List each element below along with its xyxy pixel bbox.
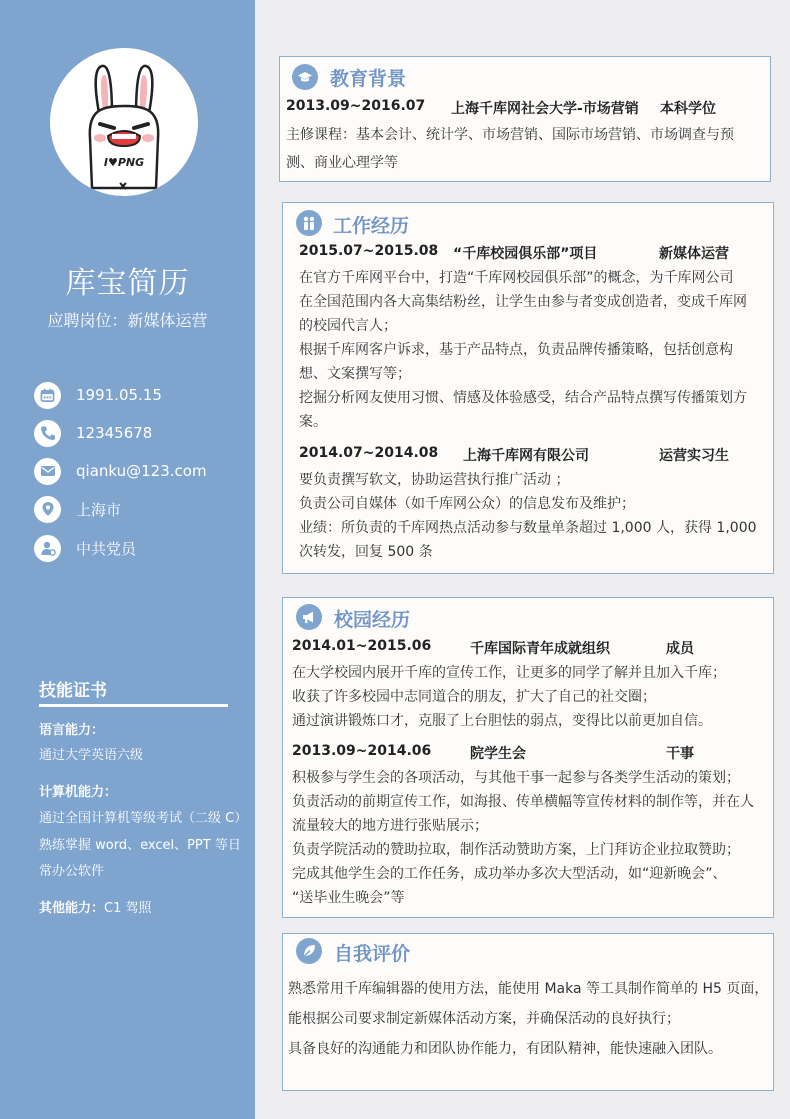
- self-evaluation-line: 能根据公司要求制定新媒体活动方案，并确保活动的良好执行；: [288, 1011, 680, 1027]
- contact-birthday-text: 1991.05.15: [76, 386, 162, 404]
- self-evaluation-section: [282, 933, 774, 1091]
- work-line: 在官方千库网平台中，打造“千库网校园俱乐部”的概念，为千库网公司: [299, 270, 734, 286]
- graduation-cap-icon: [292, 64, 318, 90]
- skill-other: [39, 896, 152, 922]
- education-school: 上海千库网社会大学-市场营销: [451, 101, 639, 117]
- avatar: [50, 48, 198, 196]
- campus-line: 积极参与学生会的各项活动，与其他干事一起参与各类学生活动的策划；: [292, 770, 740, 786]
- campus-org: 千库国际青年成就组织: [470, 641, 610, 657]
- campus-line: 在大学校园内展开千库的宣传工作，让更多的同学了解并且加入千库；: [292, 665, 726, 681]
- phone-icon: [34, 420, 61, 447]
- location-icon: [34, 496, 61, 523]
- self-evaluation-line: 具备良好的沟通能力和团队协作能力，有团队精神，能快速融入团队。: [288, 1041, 722, 1057]
- work-date: 2015.07~2015.08: [299, 243, 439, 259]
- self-evaluation-line: 熟悉常用千库编辑器的使用方法，能使用 Maka 等工具制作简单的 H5 页面，: [288, 981, 769, 997]
- work-line: 次转发，回复 500 条: [299, 544, 433, 560]
- self-evaluation-heading: 自我评价: [334, 943, 411, 965]
- work-role: 新媒体运营: [659, 246, 729, 262]
- campus-line: 通过演讲锻炼口才，克服了上台胆怯的弱点，变得比以前更加自信。: [292, 713, 712, 729]
- skill-language-label: 语言能力：: [39, 723, 105, 738]
- contact-political: [34, 534, 136, 562]
- campus-role: 干事: [666, 746, 694, 762]
- megaphone-icon: [296, 604, 322, 630]
- work-line: 挖掘分析网友使用习惯、情感及体验感受，结合产品特点撰写传播策划方: [299, 390, 747, 406]
- contact-political-text: 中共党员: [76, 539, 137, 558]
- campus-line: 负责活动的前期宣传工作，如海报、传单横幅等宣传材料的制作等，并在人: [292, 794, 754, 810]
- education-section: [279, 56, 771, 182]
- work-role: 运营实习生: [659, 448, 729, 464]
- work-line: 在全国范围内各大高集结粉丝，让学生由参与者变成创造者，变成千库网: [299, 294, 747, 310]
- contact-email[interactable]: [34, 457, 207, 485]
- person-icon: [34, 535, 61, 562]
- skill-language-value: 通过大学英语六级: [39, 748, 144, 763]
- work-line: 的校园代言人；: [299, 318, 397, 334]
- work-date: 2014.07~2014.08: [299, 445, 439, 461]
- campus-date: 2013.09~2014.06: [292, 743, 432, 759]
- contact-phone[interactable]: [34, 419, 152, 447]
- work-line: 根据千库网客户诉求，基于产品特点，负责品牌传播策略，包括创意构: [299, 342, 733, 358]
- skill-other-value: C1 驾照: [104, 901, 152, 916]
- education-line: 测、商业心理学等: [286, 155, 398, 171]
- campus-heading: 校园经历: [334, 609, 411, 631]
- bunny-illustration: [50, 48, 198, 196]
- education-date: 2013.09~2016.07: [286, 98, 426, 114]
- contact-location-text: 上海市: [76, 500, 122, 519]
- work-section: [282, 202, 774, 574]
- work-org: “千库校园俱乐部”项目: [453, 246, 598, 262]
- campus-role: 成员: [666, 641, 694, 657]
- campus-org: 院学生会: [470, 746, 526, 762]
- campus-line: 完成其他学生会的工作任务，成功举办多次大型活动，如“迎新晚会”、: [292, 866, 727, 882]
- campus-date: 2014.01~2015.06: [292, 638, 432, 654]
- campus-line: 负责学院活动的赞助拉取，制作活动赞助方案，上门拜访企业拉取赞助；: [292, 842, 740, 858]
- work-line: 负责公司自媒体（如千库网公众）的信息发布及维护；: [299, 496, 635, 512]
- skill-computer-line: 常办公软件: [39, 864, 105, 879]
- contact-location: [34, 495, 121, 523]
- contact-phone-text[interactable]: 12345678: [76, 424, 153, 442]
- work-line: 案。: [299, 414, 327, 430]
- resume-name: 库宝简历: [65, 266, 190, 301]
- sidebar: [0, 0, 255, 1119]
- work-heading: 工作经历: [333, 215, 410, 237]
- team-icon: [296, 210, 322, 236]
- job-position: 应聘岗位：新媒体运营: [47, 311, 208, 330]
- skills-divider: [39, 704, 228, 707]
- education-line: 主修课程：基本会计、统计学、市场营销、国际市场营销、市场调查与预: [286, 127, 734, 143]
- work-line: 想、文案撰写等；: [299, 366, 411, 382]
- campus-line: 收获了许多校园中志同道合的朋友，扩大了自己的社交圈；: [292, 689, 656, 705]
- mail-icon: [34, 458, 61, 485]
- contact-birthday: [34, 381, 162, 409]
- avatar-text: I♥PNG: [103, 156, 145, 169]
- contact-email-text[interactable]: qianku@123.com: [76, 462, 207, 480]
- education-heading: 教育背景: [330, 68, 407, 90]
- skill-computer-label: 计算机能力：: [39, 785, 118, 800]
- skill-other-label: 其他能力：: [39, 901, 105, 916]
- campus-line: 流量较大的地方进行张贴展示；: [292, 818, 488, 834]
- skill-computer-line: 熟练掌握 word、excel、PPT 等日: [39, 838, 241, 853]
- work-line: 要负责撰写软文，协助运营执行推广活动 ；: [299, 472, 570, 488]
- skill-computer-line: 通过全国计算机等级考试（二级 C）: [39, 811, 248, 826]
- work-line: 业绩：所负责的千库网热点活动参与数量单条超过 1,000 人，获得 1,000: [299, 520, 757, 536]
- campus-line: “送毕业生晚会”等: [292, 890, 405, 906]
- skills-heading: 技能证书: [39, 681, 107, 701]
- calendar-icon: [34, 382, 61, 409]
- campus-section: [282, 597, 774, 918]
- work-org: 上海千库网有限公司: [463, 448, 589, 464]
- leaf-icon: [296, 938, 322, 964]
- education-degree: 本科学位: [660, 101, 716, 117]
